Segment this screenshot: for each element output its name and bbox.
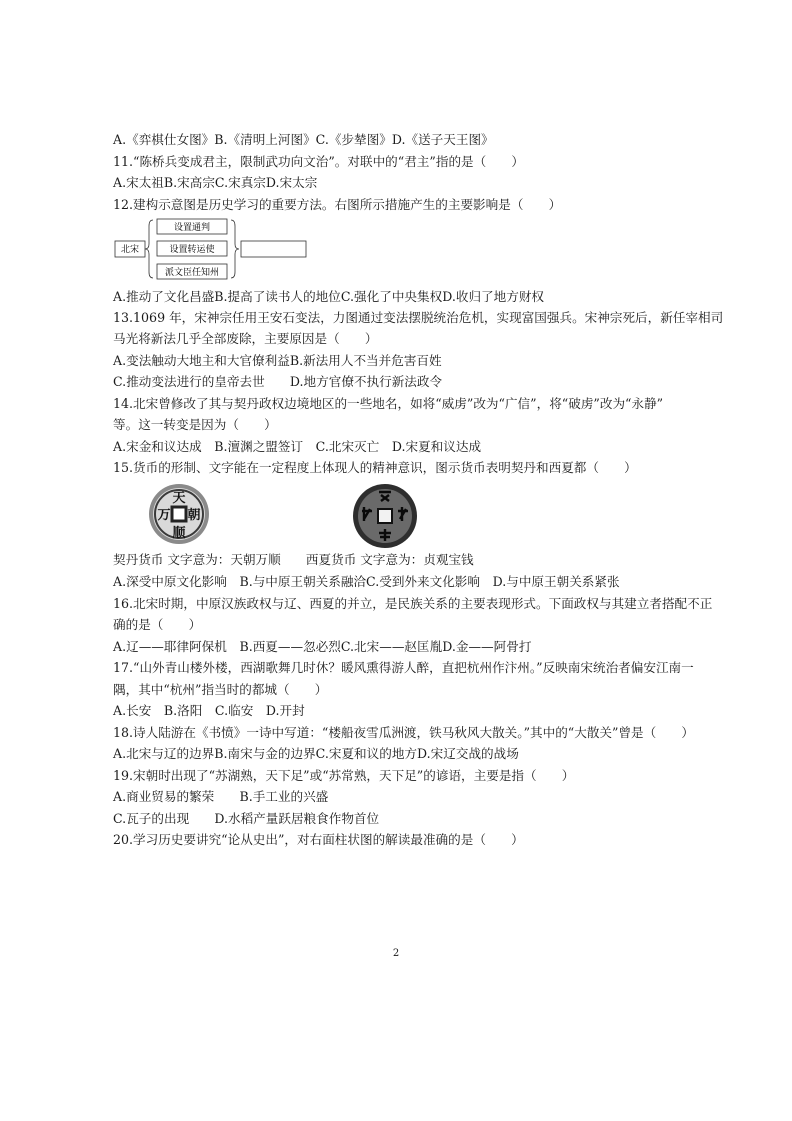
diagram-item-3: 派文臣任知州 — [164, 268, 220, 278]
q11-stem: 11.“陈桥兵变成君主，限制武功向文治”。对联中的“君主”指的是（ ） — [113, 154, 525, 169]
q16-stem-1: 16.北宋时期，中原汉族政权与辽、西夏的并立，是民族关系的主要表现形式。下面政权与其建立者搭配不正 — [113, 596, 713, 611]
q10-options: A.《弈棋仕女图》B.《清明上河图》C.《步辇图》D.《送子天王图》 — [113, 132, 494, 147]
diagram-answer-box — [241, 241, 306, 257]
q12-diagram — [113, 216, 313, 282]
diagram-item-2: 设置转运使 — [169, 245, 215, 255]
khitan-coin-image — [148, 483, 210, 545]
q13-stem-2: 马光将新法几乎全部废除，主要原因是（ ） — [113, 331, 378, 346]
q12-options: A.推动了文化昌盛B.提高了读书人的地位C.强化了中央集权D.收归了地方财权 — [113, 289, 545, 304]
svg-text:天: 天 — [172, 491, 186, 506]
diagram-root-label: 北宋 — [120, 245, 140, 255]
q14-options: A.宋金和议达成 B.澶渊之盟签订 C.北宋灭亡 D.宋夏和议达成 — [113, 439, 482, 454]
q17-stem-1: 17.“山外青山楼外楼，西湖歌舞几时休？暖风熏得游人醉，直把杭州作汴州。”反映南宋统治者偏安江南一 — [113, 660, 694, 675]
q20-stem: 20.学习历史要讲究“论从史出”，对右面柱状图的解读最准确的是（ ） — [113, 832, 524, 847]
q14-stem-2: 等。这一转变是因为（ ） — [113, 417, 277, 432]
diagram-item-1: 设置通判 — [173, 223, 211, 233]
q15-stem: 15.货币的形制、文字能在一定程度上体现人的精神意识，图示货币表明契丹和西夏都（ ） — [113, 460, 637, 475]
svg-text:顺: 顺 — [172, 526, 186, 541]
diagram-left-brace — [145, 220, 153, 278]
svg-text:朝: 朝 — [187, 508, 201, 523]
q14-stem-1: 14.北宋曾修改了其与契丹政权边境地区的一些地名，如将“威虏”改为“广信”，将“破虏”改为“永静” — [113, 396, 664, 411]
q12-stem: 12.建构示意图是历史学习的重要方法。右图所示措施产生的主要影响是（ ） — [113, 197, 562, 212]
q19-stem: 19.宋朝时出现了“苏湖熟，天下足”或“苏常熟，天下足”的谚语，主要是指（ ） — [113, 768, 575, 783]
q13-stem-1: 13.1069 年，宋神宗任用王安石变法，力图通过变法摆脱统治危机，实现富国强兵。宋神宗死后，新任宰相司 — [113, 310, 724, 325]
q13-options-1: A.变法触动大地主和大官僚利益B.新法用人不当并危害百姓 — [113, 353, 442, 368]
q18-stem: 18.诗人陆游在《书愤》一诗中写道：“楼船夜雪瓜洲渡，铁马秋风大散关。”其中的“大散关”曾是（ ） — [113, 725, 695, 740]
page-number: 2 — [392, 948, 400, 959]
xixia-coin-image — [352, 483, 418, 549]
q17-stem-2: 隅，其中“杭州”指当时的都城（ ） — [113, 682, 328, 697]
q16-stem-2: 确的是（ ） — [113, 617, 202, 632]
q15-options: A.深受中原文化影响 B.与中原王朝关系融洽C.受到外来文化影响 D.与中原王朝关系紧张 — [113, 574, 620, 589]
diagram-right-brace — [231, 220, 239, 278]
q18-options: A.北宋与辽的边界B.南宋与金的边界C.宋夏和议的地方D.宋辽交战的战场 — [113, 746, 519, 761]
q19-options-1: A.商业贸易的繁荣 B.手工业的兴盛 — [113, 789, 329, 804]
svg-text:万: 万 — [157, 508, 171, 523]
q13-options-2: C.推动变法进行的皇帝去世 D.地方官僚不执行新法政令 — [113, 374, 443, 389]
q11-options: A.宋太祖B.宋高宗C.宋真宗D.宋太宗 — [113, 175, 318, 190]
q16-options: A.辽——耶律阿保机 B.西夏——忽必烈C.北宋——赵匡胤D.金——阿骨打 — [113, 639, 532, 654]
q19-options-2: C.瓦子的出现 D.水稻产量跃居粮食作物首位 — [113, 811, 380, 826]
coin-captions: 契丹货币 文字意为：天朝万顺 西夏货币 文字意为：贞观宝钱 — [113, 552, 474, 567]
q17-options: A.长安 B.洛阳 C.临安 D.开封 — [113, 703, 305, 718]
